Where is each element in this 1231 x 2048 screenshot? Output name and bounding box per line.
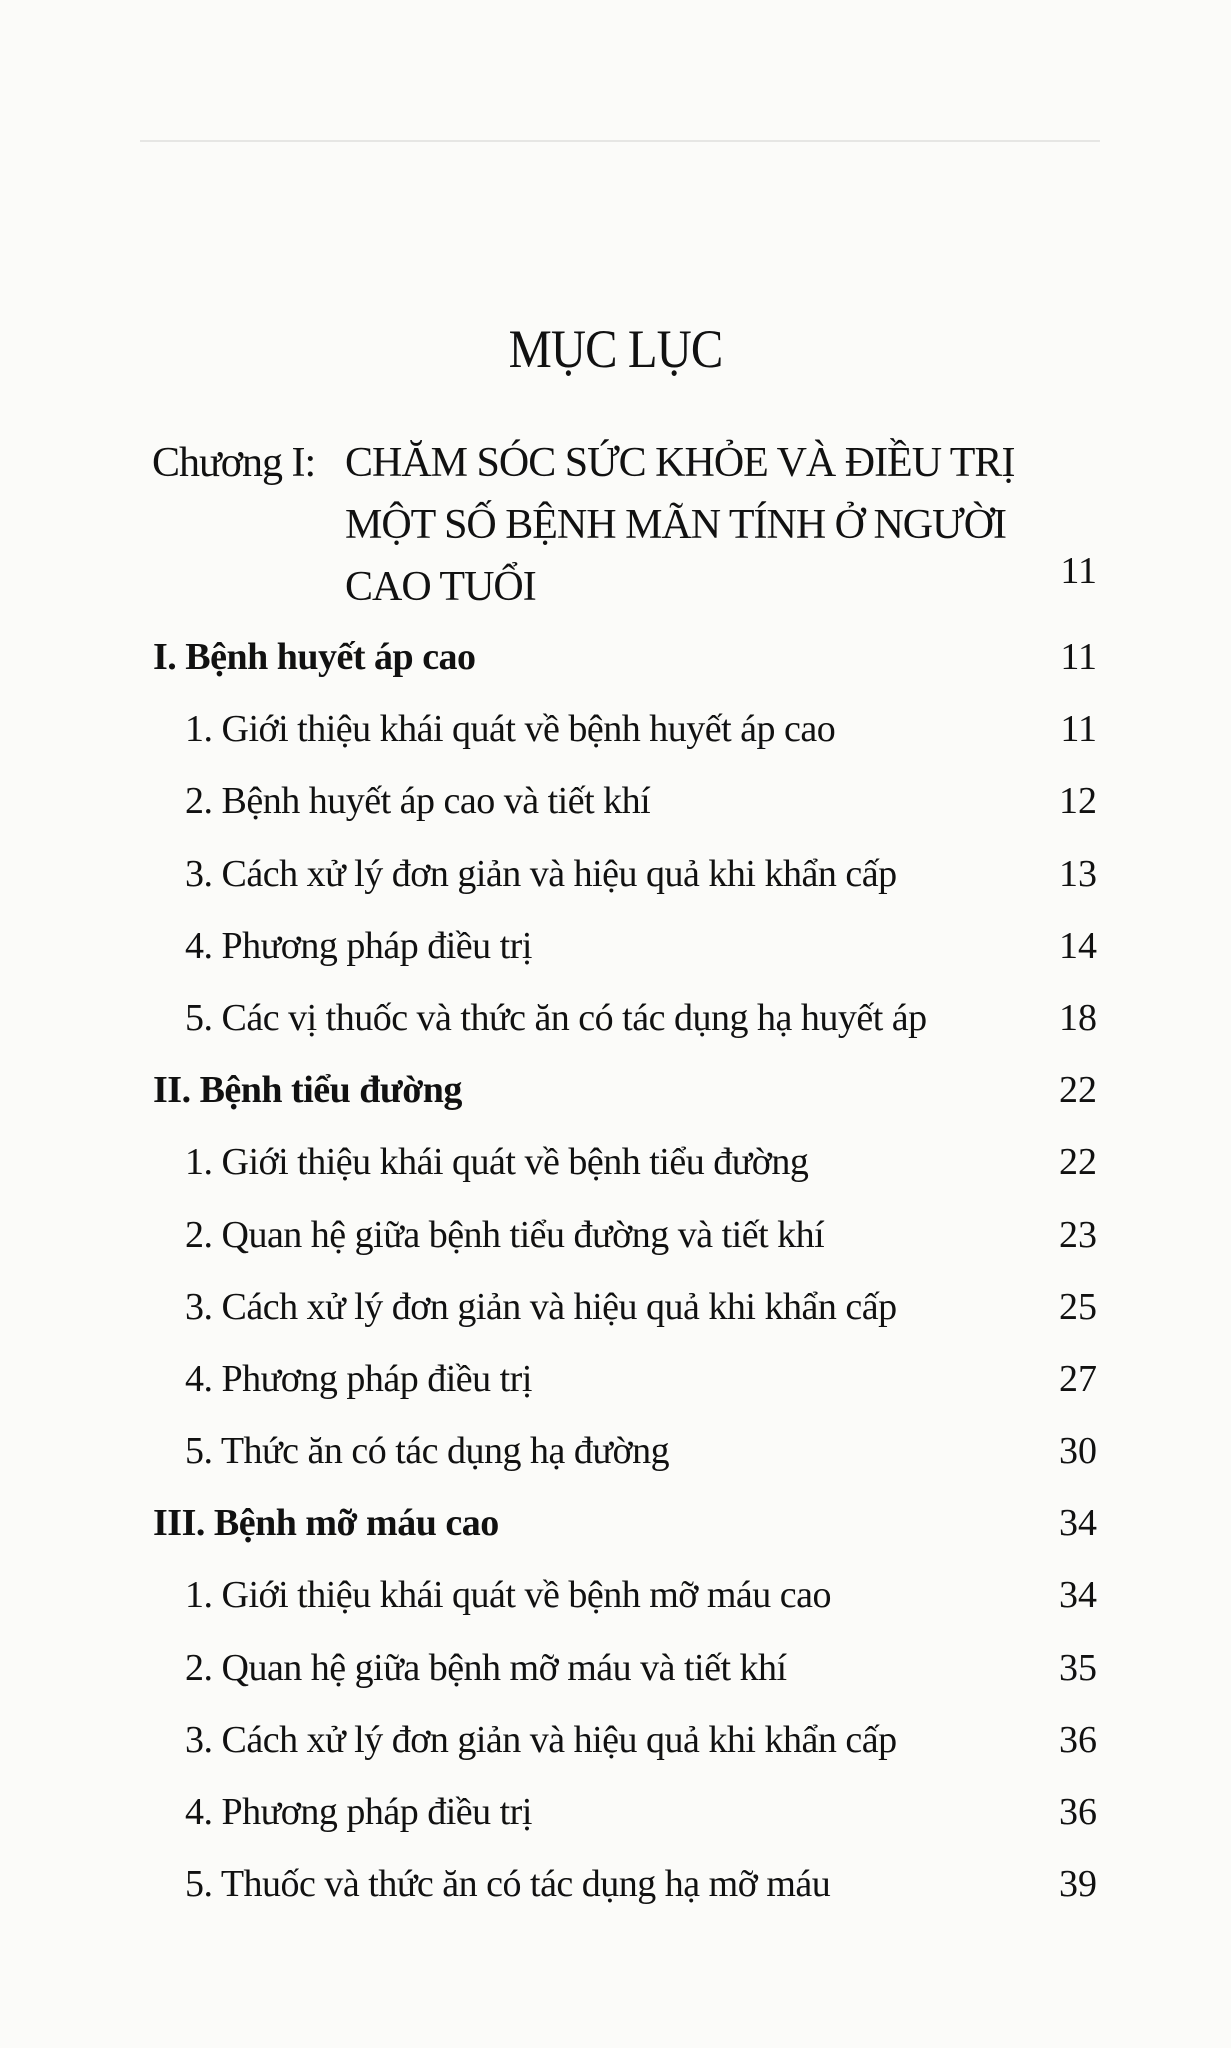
entry-title: 5. Các vị thuốc và thức ăn có tác dụng hạ huyết áp [185,996,927,1039]
entry-title: 1. Giới thiệu khái quát về bệnh huyết áp cao [185,708,836,751]
entry-title: 4. Phương pháp điều trị [185,924,532,967]
entry-title: 3. Cách xử lý đơn giản và hiệu quả khi khẩn cấp [185,1285,897,1328]
entry-page-number: 36 [1059,1718,1097,1761]
toc-item-entry[interactable] [0,704,1231,776]
toc-item-entry[interactable] [0,1282,1231,1354]
chapter-title-line: CAO TUỔI [345,564,536,610]
toc-section-entry[interactable] [0,1498,1231,1570]
entry-page-number: 14 [1059,924,1097,967]
entry-page-number: 34 [1059,1574,1097,1617]
toc-item-entry[interactable] [0,993,1231,1065]
entry-title: 2. Quan hệ giữa bệnh mỡ máu và tiết khí [185,1646,787,1689]
chapter-prefix: Chương I: [152,440,316,486]
entry-title: 3. Cách xử lý đơn giản và hiệu quả khi khẩn cấp [185,1718,897,1761]
toc-item-entry[interactable] [0,1570,1231,1642]
toc-item-entry[interactable] [0,1715,1231,1787]
toc-item-entry[interactable] [0,1210,1231,1282]
chapter-title-line: MỘT SỐ BỆNH MÃN TÍNH Ở NGƯỜI [345,502,1007,548]
entry-page-number: 23 [1059,1213,1097,1256]
entry-title: 2. Bệnh huyết áp cao và tiết khí [185,780,651,823]
entry-page-number: 34 [1059,1502,1097,1545]
toc-item-entry[interactable] [0,1354,1231,1426]
toc-item-entry[interactable] [0,1137,1231,1209]
toc-item-entry[interactable] [0,1643,1231,1715]
entry-page-number: 35 [1059,1646,1097,1689]
toc-item-entry[interactable] [0,921,1231,993]
entry-title: 4. Phương pháp điều trị [185,1357,532,1400]
entry-page-number: 18 [1059,996,1097,1039]
toc-item-entry[interactable] [0,849,1231,921]
entry-title: II. Bệnh tiểu đường [153,1069,462,1112]
entry-page-number: 13 [1059,852,1097,895]
entry-title: 1. Giới thiệu khái quát về bệnh tiểu đường [185,1141,809,1184]
bleed-through-header-rule [140,140,1100,142]
entry-page-number: 27 [1059,1357,1097,1400]
toc-section-entry[interactable] [0,632,1231,704]
toc-item-entry[interactable] [0,776,1231,848]
toc-section-entry[interactable] [0,1065,1231,1137]
entry-page-number: 22 [1059,1069,1097,1112]
entry-page-number: 22 [1059,1141,1097,1184]
entry-page-number: 25 [1059,1285,1097,1328]
entry-title: 4. Phương pháp điều trị [185,1791,532,1833]
entry-page-number: 30 [1059,1430,1097,1473]
chapter-title-line: CHĂM SÓC SỨC KHỎE VÀ ĐIỀU TRỊ [345,440,1015,486]
entry-title: 5. Thuốc và thức ăn có tác dụng hạ mỡ máu [185,1863,831,1906]
table-of-contents [0,632,1231,1931]
entry-page-number: 11 [1060,708,1097,751]
entry-title: 5. Thức ăn có tác dụng hạ đường [185,1430,670,1473]
toc-item-entry[interactable] [0,1426,1231,1498]
entry-page-number: 12 [1059,780,1097,823]
chapter-page-number: 11 [1060,550,1097,592]
toc-item-entry[interactable] [0,1859,1231,1931]
entry-page-number: 36 [1059,1791,1097,1833]
page-title: MỤC LỤC [508,319,723,379]
entry-title: 2. Quan hệ giữa bệnh tiểu đường và tiết khí [185,1213,825,1256]
entry-title: 3. Cách xử lý đơn giản và hiệu quả khi khẩn cấp [185,852,897,895]
entry-page-number: 39 [1059,1863,1097,1906]
toc-item-entry[interactable] [0,1787,1231,1859]
entry-title: 1. Giới thiệu khái quát về bệnh mỡ máu cao [185,1574,832,1617]
entry-title: I. Bệnh huyết áp cao [153,636,476,678]
entry-title: III. Bệnh mỡ máu cao [153,1502,499,1545]
entry-page-number: 11 [1060,636,1097,678]
